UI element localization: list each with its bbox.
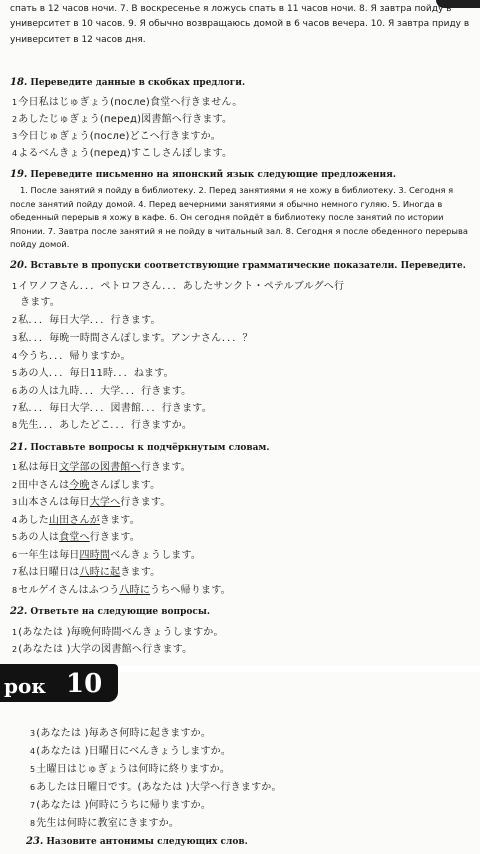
exercise-23-heading	[26, 836, 480, 847]
ex21-item: 4あした山田さんがきます。	[12, 515, 140, 526]
underlined-word: 今晩	[69, 480, 90, 491]
exercise-22-number: 22.	[10, 606, 28, 617]
ex20-item-continued: きます。	[20, 297, 60, 308]
ex20-item: 4今うち．．．帰りますか。	[12, 351, 131, 362]
ex20-item: 3私．．．毎晩一時間さんぽします。アンナさん．．．？	[12, 333, 253, 344]
exercise-19-title: Переведите письменно на японский язык следующие предложения.	[30, 170, 396, 180]
ex21-item: 7私は日曜日は八時に起きます。	[12, 567, 161, 578]
exercise-19-text: 1. После занятий я пойду в библиотеку. 2. Перед занятиями я не хожу в библиотеку. 3. Сегодня я после занятий пойду домой. 4. Перед вечерними занятиями я обычно немного гуляю. 5. Иногда в обеденный перерыв я хожу в кафе. 6. Он сегодня пойдёт в библиотеку после занятий по истории Японии. 7. Завтра после занятий я не пойду в читальный зал. 8. Сегодня я после обеденного перерыва пойду домой.	[10, 185, 468, 249]
underlined-word: 八時に	[119, 585, 151, 596]
ex20-item: 6あの人は九時．．．大学．．．行きます。	[12, 386, 192, 397]
ex18-item: 4よるべんきょう(перед)すこしさんぽします。	[12, 148, 233, 159]
exercise-18-number: 18.	[10, 77, 28, 88]
ex22-item: 1(あなたは )毎晩何時間べんきょうしますか。	[12, 627, 224, 638]
underlined-word: 文学部の図書館へ	[59, 462, 141, 473]
exercise-23-title: Назовите антонимы следующих слов.	[46, 837, 248, 847]
exercise-22-heading	[10, 606, 476, 617]
underlined-word: 大学へ	[89, 497, 121, 508]
exercise-19-number: 19.	[10, 169, 28, 180]
ex18-item: 3今日じゅぎょう(после)どこへ行きますか。	[12, 131, 221, 142]
ex21-item: 5あの人は食堂へ行きます。	[12, 532, 140, 543]
exercise-22-title: Ответьте на следующие вопросы.	[30, 607, 211, 617]
textbook-page-bottom	[0, 669, 480, 854]
ex22-item: 3(あなたは )毎あさ何時に起きますか。	[30, 728, 212, 739]
underlined-word: 食堂へ	[59, 532, 90, 543]
lesson-banner	[0, 664, 118, 702]
ex20-item: 7私．．．毎日大学．．．図書館．．．行きます。	[12, 403, 212, 414]
ex22-item: 5土曜日はじゅぎょうは何時に終りますか。	[30, 764, 231, 775]
ex22-item: 7(あなたは )何時にうちに帰りますか。	[30, 800, 212, 811]
exercise-20-title: Вставьте в пропуски соответствующие грамматические показатели. Переведите.	[30, 261, 466, 271]
lesson-banner-word: рок	[4, 674, 46, 698]
ex22-item: 8先生は何時に教室にきますか。	[30, 818, 180, 829]
exercise-21-number: 21.	[10, 442, 28, 453]
ex18-item: 1今日私はじゅぎょう(после)食堂へ行きません。	[12, 97, 243, 108]
ex21-item: 6一年生は毎日四時間べんきょうします。	[12, 550, 202, 561]
exercise-23-number: 23.	[26, 836, 44, 847]
underlined-word: 山田さんが	[48, 515, 100, 526]
ex21-item: 2田中さんは今晩さんぽします。	[12, 480, 161, 491]
ex22-item: 4(あなたは )日曜日にべんきょうしますか。	[30, 746, 232, 757]
intro-paragraph: спать в 12 часов ночи. 7. В воскресенье я ложусь спать в 11 часов ночи. 8. Я завтра пойду в университет в 10 часов. 9. Я обычно возвращаюсь домой в 6 часов вечера. 10. Я завтра приду в университет в 12 часов дня.	[10, 4, 470, 45]
ex21-item: 1私は毎日文学部の図書館へ行きます。	[12, 462, 191, 473]
ex18-item: 2あしたじゅぎょう(перед)図書館へ行きます。	[12, 114, 233, 125]
exercise-21-heading	[10, 442, 476, 453]
exercise-18-title: Переведите данные в скобках предлоги.	[30, 78, 246, 88]
exercise-20-heading	[10, 260, 476, 271]
ex20-item: 2私．．．毎日大学．．．行きます。	[12, 315, 161, 326]
exercise-21-title: Поставьте вопросы к подчёркнутым словам.	[30, 443, 270, 453]
underlined-word: 四時間	[79, 550, 111, 561]
ex22-item: 2(あなたは )大学の図書館へ行きます。	[12, 644, 193, 655]
ex21-item: 8セルゲイさんはふつう八時にうちへ帰ります。	[12, 585, 231, 596]
exercise-18-heading	[10, 77, 476, 88]
ex21-item: 3山本さんは毎日大学へ行きます。	[12, 497, 171, 508]
exercise-20-number: 20.	[10, 260, 28, 271]
lesson-banner-number: 10	[66, 669, 103, 699]
ex20-item: 1イワノフさん．．．ペトロフさん．．．あしたサンクト・ペテルブルグへ行	[12, 281, 345, 292]
exercise-19-heading	[10, 169, 476, 180]
ex20-item: 8先生．．．あしたどこ．．．行きますか。	[12, 420, 193, 431]
ex20-item: 5あの人．．．毎日11時．．．ねます。	[12, 368, 174, 379]
underlined-word: 八時に起	[79, 567, 121, 578]
ex22-item: 6あしたは日曜日です。(あなたは )大学へ行きますか。	[30, 782, 282, 793]
